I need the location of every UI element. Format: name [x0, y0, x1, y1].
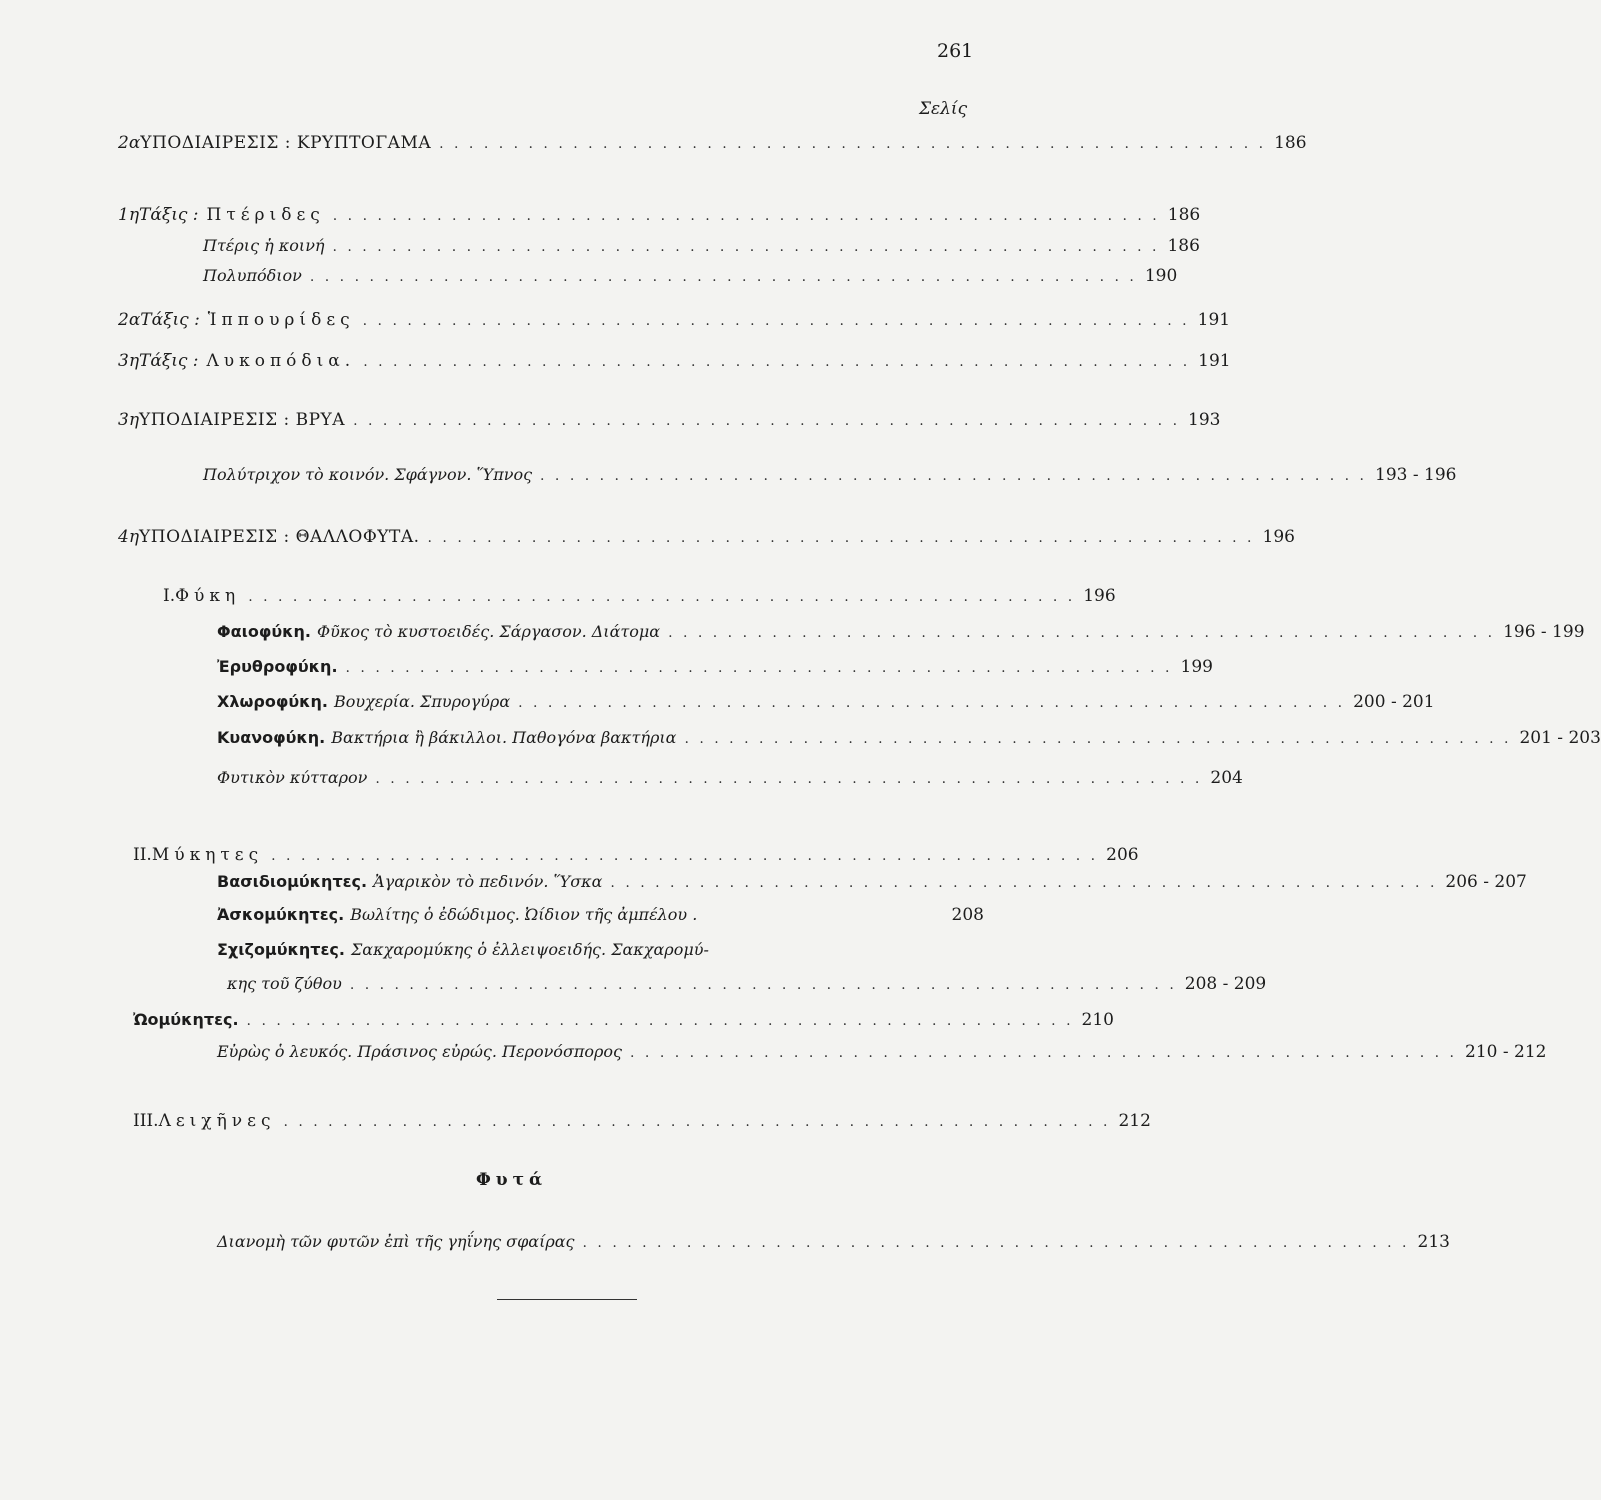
toc-division-thallophytes[interactable]	[118, 527, 1295, 547]
entry-number: 2α	[118, 310, 141, 330]
entry-bold-term: Φαιοφύκη.	[217, 622, 311, 641]
dot-leader: . . . . . . . . . . . . . . . . . . . . . . . . . . . . . . . . . . . . . . . . . . . . . . . . . . . . . . . .	[271, 848, 1099, 864]
dot-leader: . . . . . . . . . . . . . . . . . . . . . . . . . . . . . . . . . . . . . . . . . . . . . . . . . . . . . . . .	[668, 625, 1496, 641]
dot-leader: . . . . . . . . . . . . . . . . . . . . . . . . . . . . . . . . . . . . . . . . . . . . . . . . . . . . . . . .	[427, 530, 1255, 546]
toc-division-bryophytes[interactable]	[118, 410, 1221, 430]
entry-bold-term: Ὠομύκητες.	[133, 1010, 239, 1029]
entry-number: II.	[133, 845, 152, 865]
dot-leader: . . . . . . . . . . . . . . . . . . . . . . . . . . . . . . . . . . . . . . . . . . . . . . . . . . . . . . . .	[684, 731, 1512, 747]
entry-page: 206 - 207	[1445, 872, 1527, 892]
entry-text: Βωλίτης ὁ ἐδώδιμος. Ὠίδιον τῆς ἀμπέλου .	[350, 905, 698, 924]
toc-item-schizomykites[interactable]	[217, 940, 867, 959]
dot-leader: . . . . . . . . . . . . . . . . . . . . . . . . . . . . . . . . . . . . . . . . . . . . . . . . . . . . . . . .	[345, 660, 1173, 676]
toc-order-pterides[interactable]	[118, 205, 1201, 225]
toc-item-chlorophyke[interactable]	[217, 692, 1435, 712]
toc-division-cryptogams[interactable]	[118, 133, 1307, 153]
entry-text: Σακχαρομύκης ὁ ἐλλειψοειδής. Σακχαρομύ-	[350, 940, 709, 959]
entry-page: 201 - 203	[1519, 728, 1601, 748]
entry-number: 3η	[118, 351, 140, 371]
dot-leader: . . . . . . . . . . . . . . . . . . . . . . . . . . . . . . . . . . . . . . . . . . . . . . . . . . . . . . . .	[375, 771, 1203, 787]
dot-leader: . . . . . . . . . . . . . . . . . . . . . . . . . . . . . . . . . . . . . . . . . . . . . . . . . . . . . . . .	[283, 1114, 1111, 1130]
dot-leader: . . . . . . . . . . . . . . . . . . . . . . . . . . . . . . . . . . . . . . . . . . . . . . . . . . . . . . . .	[248, 589, 1076, 605]
page-column-header: Σελίς	[919, 99, 968, 119]
entry-number: 3η	[118, 410, 140, 430]
entry-label: Τάξις :	[140, 310, 200, 330]
entry-title: ΥΠΟΔΙΑΙΡΕΣΙΣ : ΒΡΥΑ	[139, 410, 346, 430]
entry-text: Βακτήρια ἢ βάκιλλοι. Παθογόνα βακτήρια	[331, 728, 677, 747]
entry-page: 208 - 209	[1184, 974, 1267, 994]
entry-page: 210	[1081, 1010, 1114, 1030]
entry-page: 191	[1198, 351, 1231, 371]
dot-leader: . . . . . . . . . . . . . . . . . . . . . . . . . . . . . . . . . . . . . . . . . . . . . . . . . . . . . . . .	[309, 269, 1137, 285]
entry-page: 210 - 212	[1465, 1042, 1547, 1062]
closing-rule	[497, 1299, 637, 1300]
entry-bold-term: Κυανοφύκη.	[217, 728, 326, 747]
page-number: 261	[937, 40, 974, 62]
toc-item-basidiomykites[interactable]	[217, 872, 1527, 892]
entry-page: 208	[951, 905, 984, 925]
entry-title: ΥΠΟΔΙΑΙΡΕΣΙΣ : ΘΑΛΛΟΦΥΤΑ.	[139, 527, 420, 547]
toc-item-askomykites[interactable]	[217, 905, 984, 925]
toc-order-hippourides[interactable]	[118, 310, 1231, 330]
entry-name: Μύκητες	[151, 845, 264, 865]
entry-title: ΥΠΟΔΙΑΙΡΕΣΙΣ : ΚΡΥΠΤΟΓΑΜΑ	[140, 133, 432, 153]
entry-name: Λυκοπόδια.	[206, 351, 356, 371]
entry-name: Λειχῆνες	[158, 1111, 276, 1131]
entry-page: 206	[1106, 845, 1139, 865]
toc-item-polypodion[interactable]	[203, 266, 1178, 286]
toc-item-pteris[interactable]	[203, 236, 1200, 256]
dot-leader: . . . . . . . . . . . . . . . . . . . . . . . . . . . . . . . . . . . . . . . . . . . . . . . . . . . . . . . .	[439, 136, 1267, 152]
dot-leader: . . . . . . . . . . . . . . . . . . . . . . . . . . . . . . . . . . . . . . . . . . . . . . . . . . . . . . . .	[363, 354, 1191, 370]
entry-page: 199	[1180, 657, 1213, 677]
entry-page: 196	[1083, 586, 1116, 606]
toc-item-schizomykites-cont[interactable]	[227, 974, 1267, 994]
toc-item-plant-cell[interactable]	[217, 768, 1243, 788]
dot-leader: . . . . . . . . . . . . . . . . . . . . . . . . . . . . . . . . . . . . . . . . . . . . . . . . . . . . . . . .	[518, 695, 1346, 711]
entry-number: 2α	[118, 133, 141, 153]
entry-page: 190	[1144, 266, 1178, 286]
entry-bold-term: Σχιζομύκητες.	[217, 940, 345, 959]
toc-item-erythrophyke[interactable]	[217, 657, 1213, 677]
entry-bold-term: Χλωροφύκη.	[217, 692, 328, 711]
entry-bold-term: Βασιδιομύκητες.	[217, 872, 368, 891]
dot-leader: . . . . . . . . . . . . . . . . . . . . . . . . . . . . . . . . . . . . . . . . . . . . . . . . . . . . . . . .	[332, 239, 1160, 255]
toc-item-euros[interactable]	[217, 1042, 1547, 1062]
entry-number: 1η	[118, 205, 140, 225]
dot-leader: . . . . . . . . . . . . . . . . . . . . . . . . . . . . . . . . . . . . . . . . . . . . . . . . . . . . . . . .	[540, 468, 1368, 484]
entry-page: 213	[1417, 1232, 1450, 1252]
section-heading-phyta: Φυτά	[476, 1170, 548, 1190]
dot-leader: . . . . . . . . . . . . . . . . . . . . . . . . . . . . . . . . . . . . . . . . . . . . . . . . . . . . . . . .	[610, 875, 1438, 891]
dot-leader: . . . . . . . . . . . . . . . . . . . . . . . . . . . . . . . . . . . . . . . . . . . . . . . . . . . . . . . .	[630, 1045, 1457, 1061]
entry-text: Βουχερία. Σπυρογύρα	[333, 692, 511, 711]
entry-text: Ἀγαρικὸν τὸ πεδινόν. Ὕσκα	[373, 872, 603, 891]
entry-page: 191	[1197, 310, 1231, 330]
dot-leader: . . . . . . . . . . . . . . . . . . . . . . . . . . . . . . . . . . . . . . . . . . . . . . . . . . . . . . . .	[582, 1235, 1410, 1251]
toc-group-leichenes[interactable]	[133, 1111, 1151, 1131]
dot-leader: . . . . . . . . . . . . . . . . . . . . . . . . . . . . . . . . . . . . . . . . . . . . . . . . . . . . . . . .	[362, 313, 1190, 329]
toc-item-kyanophyke[interactable]	[217, 728, 1601, 748]
entry-number: I.	[163, 586, 176, 606]
toc-group-mykites[interactable]	[133, 845, 1139, 865]
entry-bold-term: Ἀσκομύκητες.	[217, 905, 345, 924]
dot-leader: . . . . . . . . . . . . . . . . . . . . . . . . . . . . . . . . . . . . . . . . . . . . . . . . . . . . . . . .	[332, 208, 1160, 224]
entry-page: 193	[1188, 410, 1221, 430]
dot-leader: . . . . . . . . . . . . . . . . . . . . . . . . . . . . . . . . . . . . . . . . . . . . . . . . . . . . . . . .	[349, 977, 1177, 993]
entry-text: Φῦκος τὸ κυστοειδές. Σάργασον. Διάτομα	[316, 622, 661, 641]
entry-text: κης τοῦ ζύθου	[227, 974, 342, 993]
toc-item-polytrichon[interactable]	[203, 465, 1457, 485]
toc-item-oomykites[interactable]	[133, 1010, 1114, 1030]
entry-bold-term: Ἐρυθροφύκη.	[217, 657, 338, 676]
entry-page: 212	[1118, 1111, 1151, 1131]
entry-number: 4η	[118, 527, 140, 547]
entry-page: 196	[1262, 527, 1295, 547]
entry-name: Ἱππουρίδες	[207, 310, 355, 330]
entry-text: Εὐρὼς ὁ λευκός. Πράσινος εὐρώς. Περονόσπορος	[217, 1042, 623, 1061]
toc-item-phaiophyke[interactable]	[217, 622, 1585, 642]
entry-text: Πολύτριχον τὸ κοινόν. Σφάγνον. Ὕπνος	[203, 465, 533, 484]
entry-page: 196 - 199	[1503, 622, 1585, 642]
entry-page: 193 - 196	[1375, 465, 1457, 485]
entry-label: Τάξις :	[139, 351, 199, 371]
entry-text: Πολυπόδιον	[203, 266, 302, 285]
entry-page: 186	[1167, 205, 1201, 225]
entry-text: Φυτικὸν κύτταρον	[217, 768, 368, 787]
toc-order-lykopodia[interactable]	[118, 351, 1231, 371]
entry-page: 200 - 201	[1353, 692, 1435, 712]
entry-page: 204	[1210, 768, 1243, 788]
entry-label: Τάξις :	[139, 205, 199, 225]
entry-number: III.	[133, 1111, 159, 1131]
entry-text: Πτέρις ἡ κοινή	[203, 236, 325, 255]
entry-page: 186	[1167, 236, 1200, 256]
toc-group-phyke[interactable]	[163, 586, 1116, 606]
entry-text: Διανομὴ τῶν φυτῶν ἐπὶ τῆς γηΐνης σφαίρας	[217, 1232, 575, 1251]
dot-leader: . . . . . . . . . . . . . . . . . . . . . . . . . . . . . . . . . . . . . . . . . . . . . . . . . . . . . . . .	[246, 1013, 1074, 1029]
entry-page: 186	[1274, 133, 1307, 153]
dot-leader: . . . . . . . . . . . . . . . . . . . . . . . . . . . . . . . . . . . . . . . . . . . . . . . . . . . . . . . .	[353, 413, 1181, 429]
entry-name: Φύκη	[175, 586, 241, 606]
entry-name: Πτέριδες	[206, 205, 325, 225]
toc-item-distribution[interactable]	[217, 1232, 1450, 1252]
